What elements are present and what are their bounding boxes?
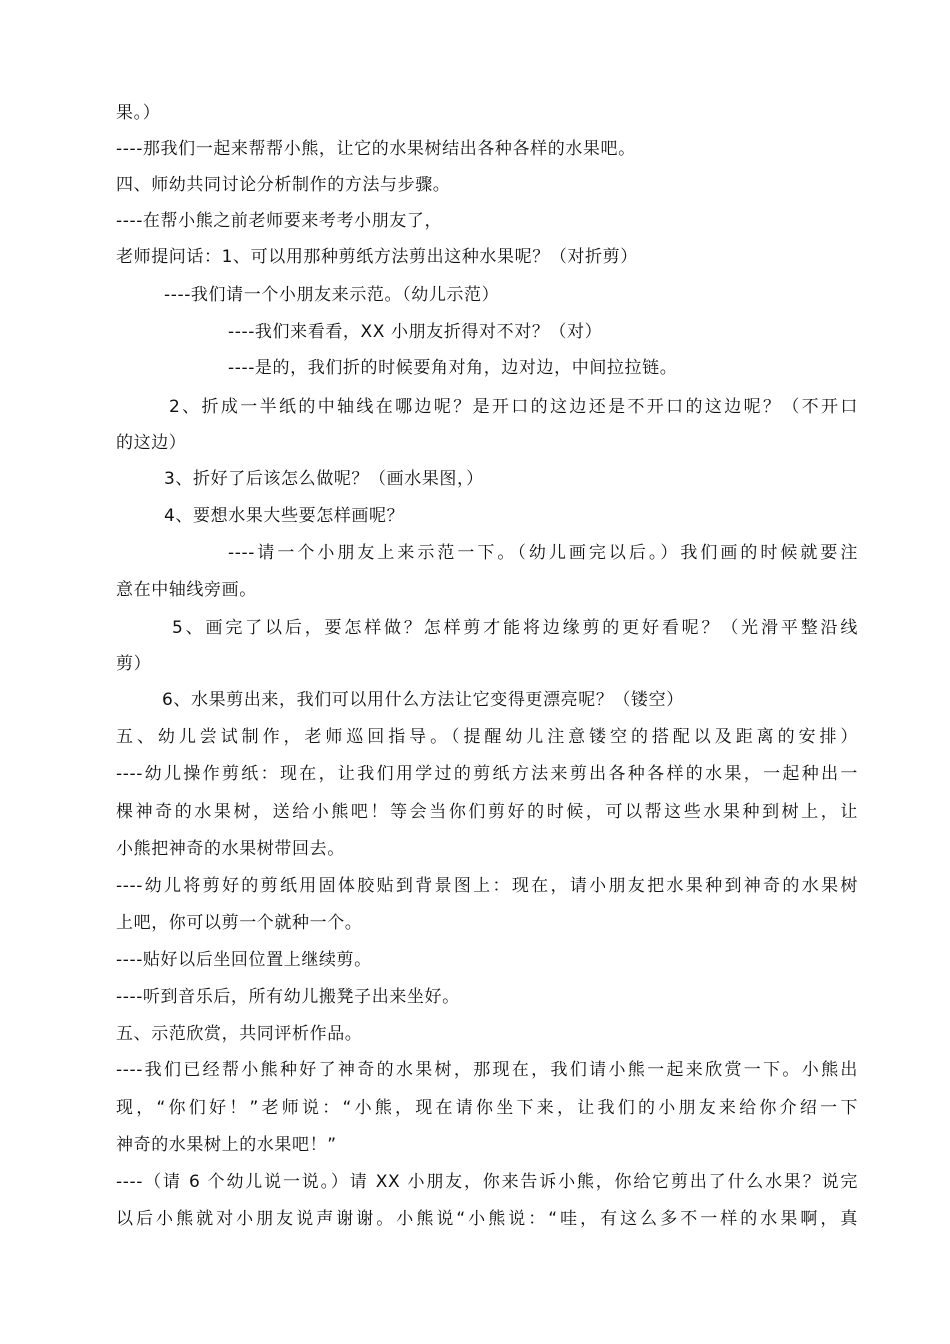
section-heading: 五、幼儿尝试制作，老师巡回指导。（提醒幼儿注意镂空的搭配以及距离的安排） [116, 727, 858, 747]
text-line: ----请一个小朋友上来示范一下。（幼儿画完以后。）我们画的时候就要注 [228, 543, 858, 563]
text-line: 果。） [116, 103, 161, 123]
text-line: ----幼儿将剪好的剪纸用固体胶贴到背景图上：现在，请小朋友把水果种到神奇的水果树 [116, 876, 858, 896]
text-line: ----那我们一起来帮帮小熊，让它的水果树结出各种各样的水果吧。 [116, 139, 636, 159]
text-line: 神奇的水果树上的水果吧！” [116, 1135, 337, 1155]
text-line: 老师提问话：1、可以用那种剪纸方法剪出这种水果呢？（对折剪） [116, 247, 638, 267]
text-line: ----我们已经帮小熊种好了神奇的水果树，那现在，我们请小熊一起来欣赏一下。小熊出 [116, 1060, 858, 1080]
text-line: 小熊把神奇的水果树带回去。 [116, 839, 345, 859]
text-line: 以后小熊就对小朋友说声谢谢。小熊说“小熊说：“哇，有这么多不一样的水果啊，真 [116, 1209, 858, 1229]
text-line: 剪） [116, 654, 152, 674]
text-line: ----在帮小熊之前老师要来考考小朋友了， [116, 211, 443, 231]
text-line: ----听到音乐后，所有幼儿搬凳子出来坐好。 [116, 987, 460, 1007]
text-line: 3、折好了后该怎么做呢？（画水果图，） [164, 469, 484, 489]
text-line: ----是的，我们折的时候要角对角，边对边，中间拉拉链。 [228, 358, 678, 378]
text-line: ----幼儿操作剪纸：现在，让我们用学过的剪纸方法来剪出各种各样的水果，一起种出一 [116, 764, 858, 784]
text-line: 意在中轴线旁画。 [116, 580, 257, 600]
text-line: 上吧，你可以剪一个就种一个。 [116, 913, 363, 933]
section-heading: 五、示范欣赏，共同评析作品。 [116, 1024, 363, 1044]
text-line: ----贴好以后坐回位置上继续剪。 [116, 950, 372, 970]
text-line: ----我们来看看，XX 小朋友折得对不对？（对） [228, 322, 603, 342]
text-line: 现，“你们好！”老师说：“小熊，现在请你坐下来，让我们的小朋友来给你介绍一下 [116, 1098, 858, 1118]
text-line: ----（请 6 个幼儿说一说。）请 XX 小朋友，你来告诉小熊，你给它剪出了什么水果？说完 [116, 1172, 858, 1192]
text-line: 6、水果剪出来，我们可以用什么方法让它变得更漂亮呢？（镂空） [162, 690, 684, 710]
section-heading: 四、师幼共同讨论分析制作的方法与步骤。 [116, 175, 451, 195]
text-line: ----我们请一个小朋友来示范。（幼儿示范） [164, 285, 500, 305]
text-line: 4、要想水果大些要怎样画呢？ [164, 506, 405, 526]
text-line: 2、折成一半纸的中轴线在哪边呢？是开口的这边还是不开口的这边呢？（不开口 [169, 397, 858, 417]
text-line: 棵神奇的水果树，送给小熊吧！等会当你们剪好的时候，可以帮这些水果种到树上，让 [116, 802, 858, 822]
text-line: 5、画完了以后，要怎样做？怎样剪才能将边缘剪的更好看呢？（光滑平整沿线 [172, 618, 858, 638]
text-line: 的这边） [116, 433, 187, 453]
